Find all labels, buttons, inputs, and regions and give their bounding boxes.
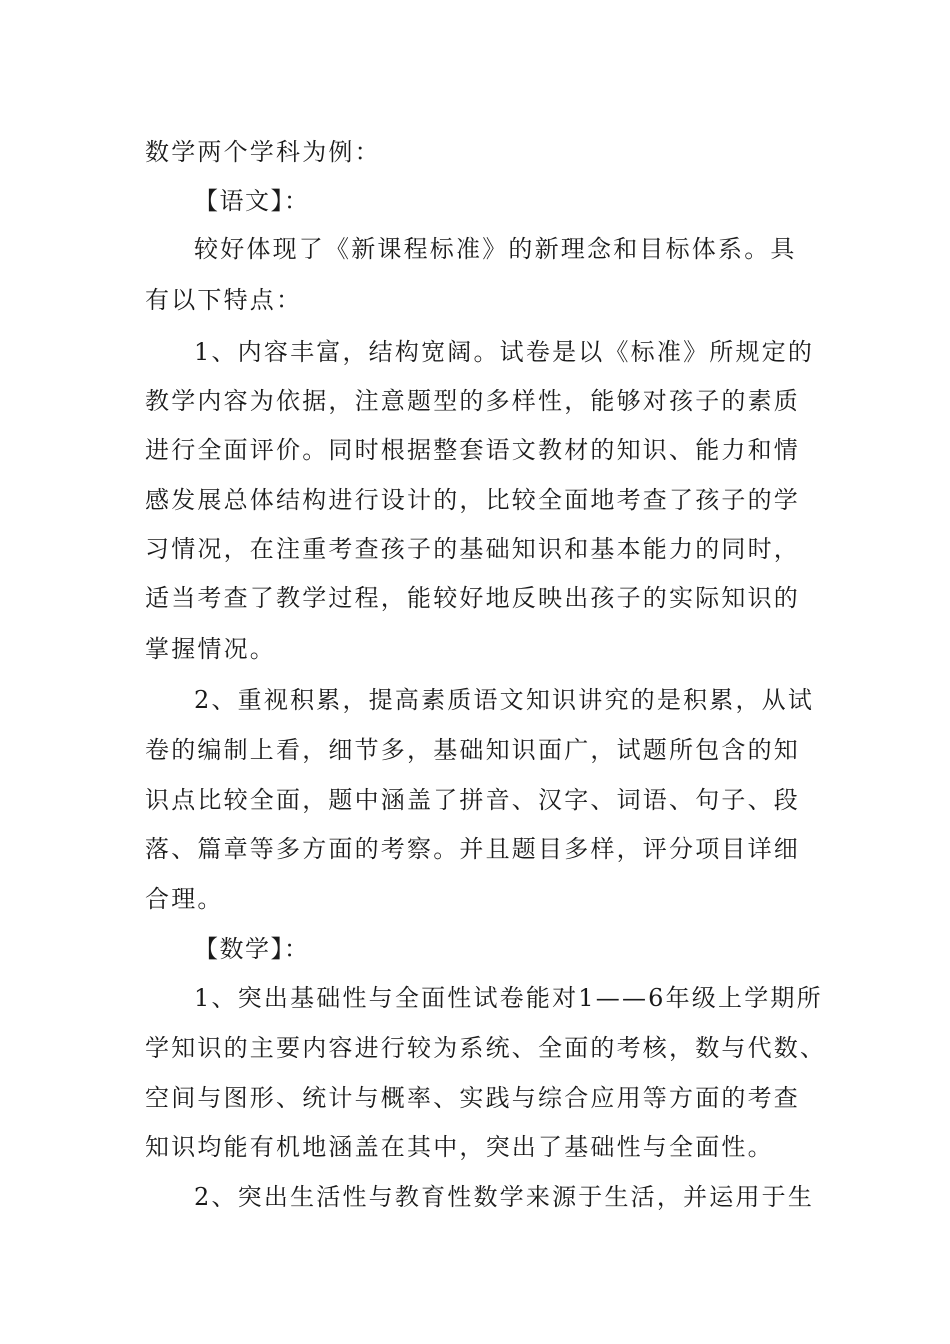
text-line: 合理。 (145, 885, 224, 913)
text-line: 掌握情况。 (145, 635, 276, 663)
text-line: 落、篇章等多方面的考察。并且题目多样，评分项目详细 (145, 835, 800, 863)
text-line: 数学两个学科为例： (145, 138, 381, 166)
text-line: 识点比较全面，题中涵盖了拼音、汉字、词语、句子、段 (145, 786, 800, 814)
text-line: 卷的编制上看，细节多，基础知识面广，试题所包含的知 (145, 736, 800, 764)
text-line: 感发展总体结构进行设计的，比较全面地考查了孩子的学 (145, 486, 800, 514)
text-line: 空间与图形、统计与概率、实践与综合应用等方面的考查 (145, 1084, 800, 1112)
text-line: 1、突出基础性与全面性试卷能对1——6年级上学期所 (194, 984, 823, 1012)
text-line: 1、内容丰富，结构宽阔。试卷是以《标准》所规定的 (194, 338, 815, 366)
text-line: 教学内容为依据，注意题型的多样性，能够对孩子的素质 (145, 387, 800, 415)
text-line: 2、突出生活性与教育性数学来源于生活，并运用于生 (194, 1183, 815, 1211)
section-heading-math: 【数学】： (194, 935, 310, 963)
text-line: 学知识的主要内容进行较为系统、全面的考核，数与代数、 (145, 1034, 827, 1062)
text-line: 适当考查了教学过程，能较好地反映出孩子的实际知识的 (145, 584, 800, 612)
text-line: 知识均能有机地涵盖在其中，突出了基础性与全面性。 (145, 1133, 774, 1161)
section-heading-chinese: 【语文】： (194, 187, 310, 215)
text-line: 进行全面评价。同时根据整套语文教材的知识、能力和情 (145, 436, 800, 464)
text-line: 较好体现了《新课程标准》的新理念和目标体系。具 (194, 235, 797, 263)
text-line: 有以下特点： (145, 286, 303, 314)
text-line: 习情况，在注重考查孩子的基础知识和基本能力的同时， (145, 535, 800, 563)
text-line: 2、重视积累，提高素质语文知识讲究的是积累，从试 (194, 686, 815, 714)
